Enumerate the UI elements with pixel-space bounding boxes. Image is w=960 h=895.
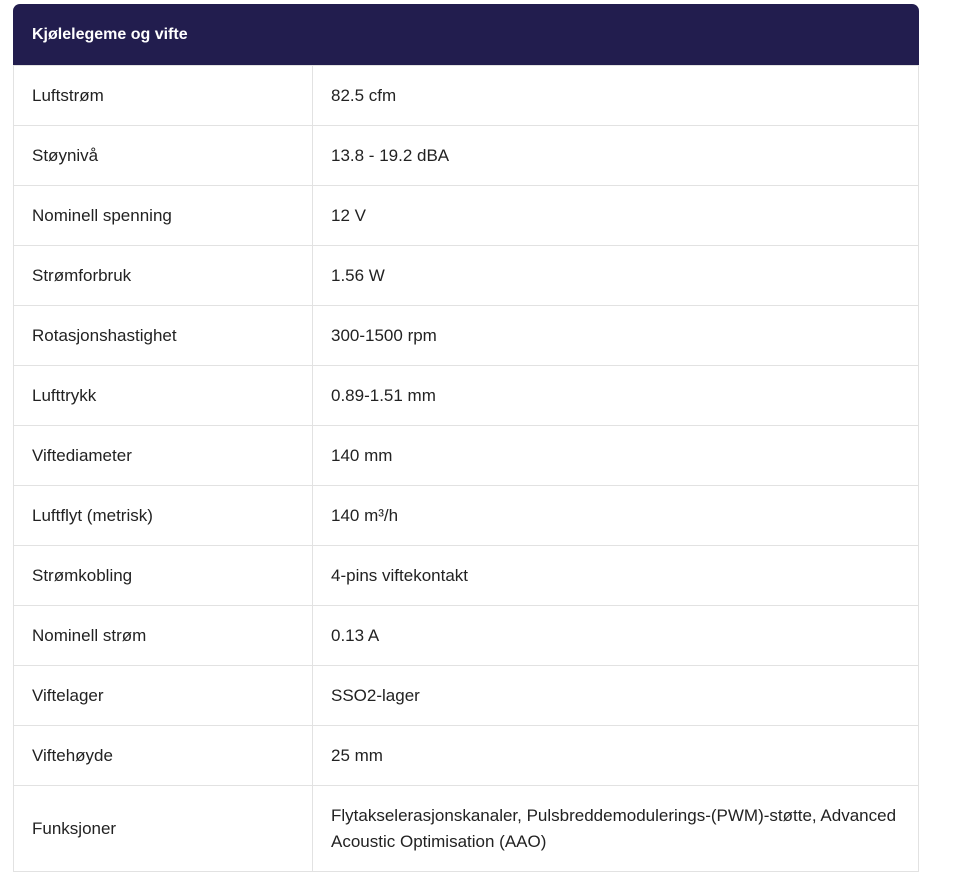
spec-label: Viftelager [14, 666, 313, 726]
section-title: Kjølelegeme og vifte [32, 25, 188, 43]
spec-value: 25 mm [313, 726, 919, 786]
spec-value: Flytakselerasjonskanaler, Pulsbreddemodulerings-(PWM)-støtte, Advanced Acoustic Optimisation (AAO) [313, 786, 919, 872]
spec-label: Rotasjonshastighet [14, 306, 313, 366]
spec-value: 0.89-1.51 mm [313, 366, 919, 426]
spec-table [13, 65, 919, 872]
table-row [14, 606, 919, 666]
table-row [14, 366, 919, 426]
table-row [14, 666, 919, 726]
spec-label: Strømkobling [14, 546, 313, 606]
spec-value: 4-pins viftekontakt [313, 546, 919, 606]
spec-value: 140 m³/h [313, 486, 919, 546]
spec-value: 13.8 - 19.2 dBA [313, 126, 919, 186]
spec-label: Lufttrykk [14, 366, 313, 426]
spec-value: 140 mm [313, 426, 919, 486]
table-row [14, 486, 919, 546]
table-row [14, 246, 919, 306]
spec-label: Strømforbruk [14, 246, 313, 306]
section-header [13, 4, 919, 65]
spec-label: Luftstrøm [14, 66, 313, 126]
spec-label: Funksjoner [14, 786, 313, 872]
spec-label: Nominell spenning [14, 186, 313, 246]
spec-label: Viftediameter [14, 426, 313, 486]
spec-label: Luftflyt (metrisk) [14, 486, 313, 546]
table-row [14, 126, 919, 186]
table-row [14, 726, 919, 786]
spec-value: 300-1500 rpm [313, 306, 919, 366]
table-row [14, 786, 919, 872]
table-row [14, 306, 919, 366]
table-row [14, 66, 919, 126]
spec-card [13, 4, 919, 872]
spec-label: Viftehøyde [14, 726, 313, 786]
table-row [14, 186, 919, 246]
spec-value: 0.13 A [313, 606, 919, 666]
spec-value: 1.56 W [313, 246, 919, 306]
spec-value: 12 V [313, 186, 919, 246]
spec-label: Støynivå [14, 126, 313, 186]
spec-value: 82.5 cfm [313, 66, 919, 126]
spec-label: Nominell strøm [14, 606, 313, 666]
spec-value: SSO2-lager [313, 666, 919, 726]
table-row [14, 426, 919, 486]
table-row [14, 546, 919, 606]
